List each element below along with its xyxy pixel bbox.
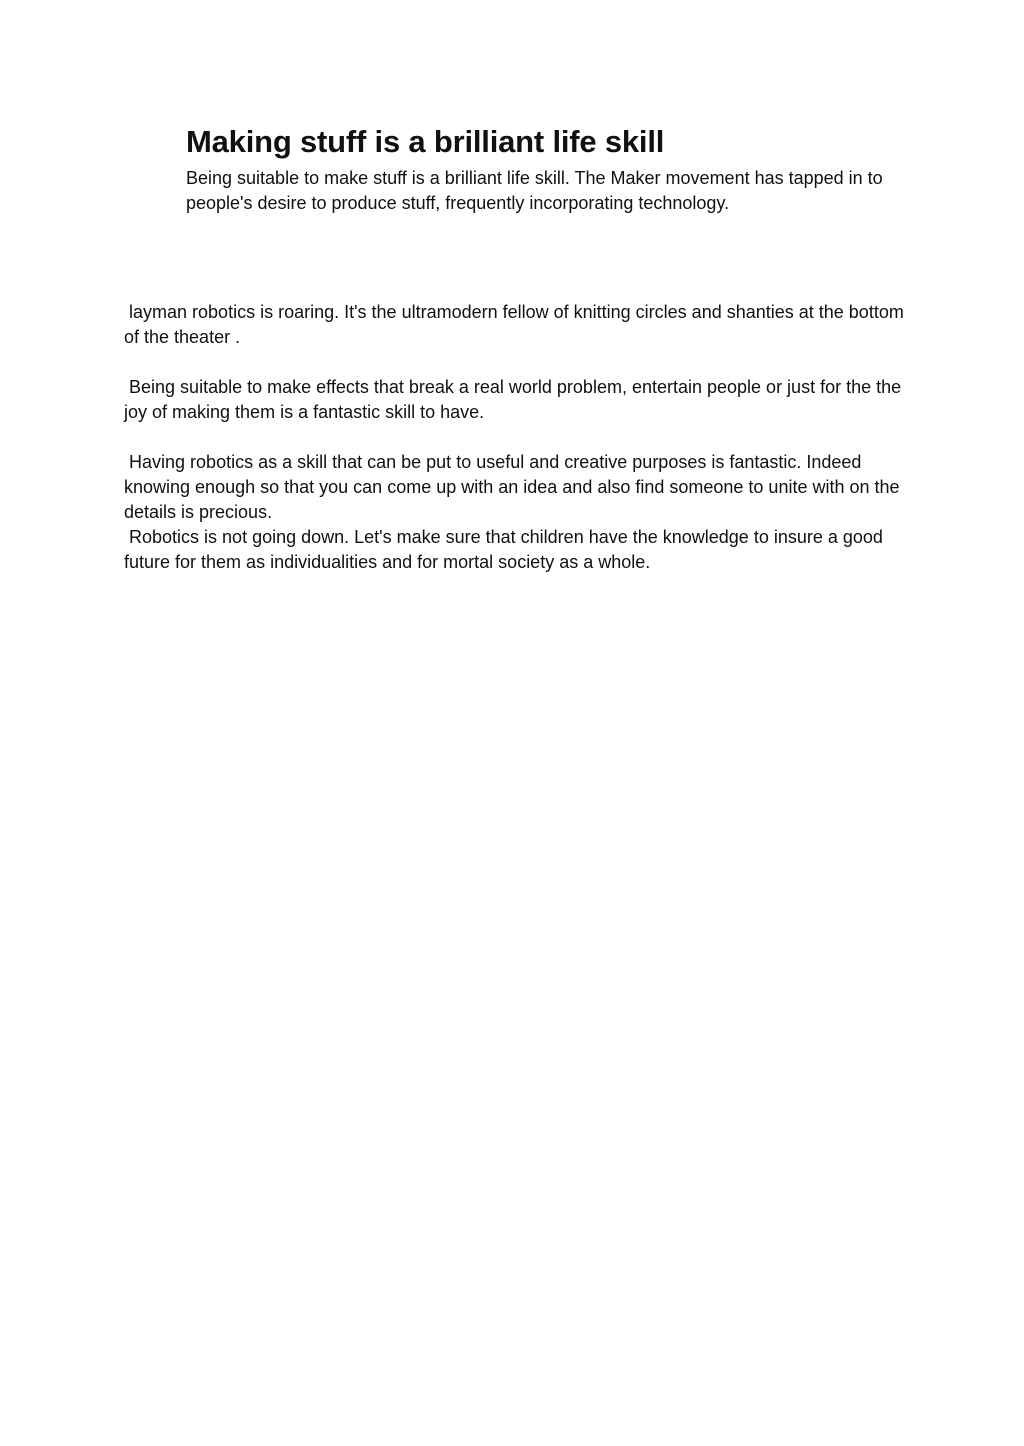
document-title: Making stuff is a brilliant life skill xyxy=(186,124,665,159)
paragraph-spacer xyxy=(124,425,906,450)
paragraph-making-effects: Being suitable to make effects that break a real world problem, entertain people or just for the the joy of making them is a fantastic skill to have. xyxy=(124,377,907,422)
document-header xyxy=(186,122,906,216)
paragraph-spacer xyxy=(124,350,906,375)
paragraph-layman-robotics: layman robotics is roaring. It's the ultramodern fellow of knitting circles and shanties at the bottom of the theater . xyxy=(124,302,909,347)
document-subtitle: Being suitable to make stuff is a brilliant life skill. The Maker movement has tapped in to people's desire to produce stuff, frequently incorporating technology. xyxy=(186,168,883,213)
paragraph-robotics-future: Robotics is not going down. Let's make sure that children have the knowledge to insure a good future for them as individualities and for mortal society as a whole. xyxy=(124,527,888,572)
paragraph-robotics-skill: Having robotics as a skill that can be put to useful and creative purposes is fantastic. Indeed knowing enough so that you can come up with an idea and also find someone to unite with on the details is precious. xyxy=(124,452,905,522)
document-body xyxy=(124,300,909,575)
